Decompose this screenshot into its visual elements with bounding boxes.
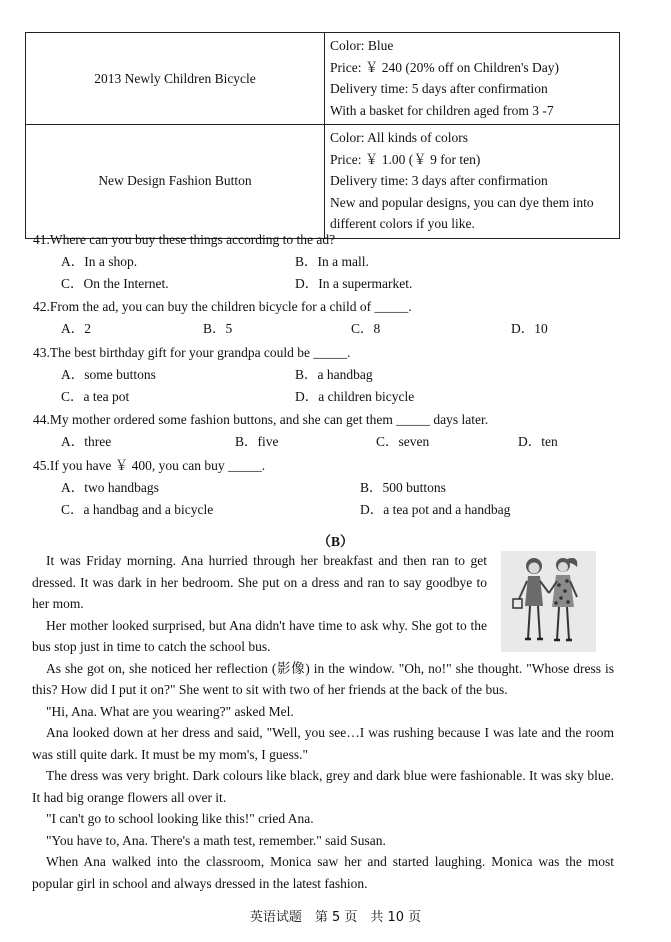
question-text: 42.From the ad, you can buy the children bicycle for a child of _____. bbox=[33, 299, 412, 314]
option-c: C．On the Internet. bbox=[61, 276, 169, 291]
detail-line: Color: Blue bbox=[330, 38, 394, 53]
option-d: D．ten bbox=[518, 434, 558, 449]
option-a: A．2 bbox=[61, 321, 91, 336]
paragraph: As she got on, she noticed her reflection (影像) in the window. "Oh, no!" she thought. "Whose dress is this? How did I put it on?" She went to sit with two of her friends at the back of the bus. bbox=[32, 660, 614, 697]
detail-line: Delivery time: 5 days after confirmation bbox=[330, 81, 548, 96]
paragraph: The dress was very bright. Dark colours like black, grey and dark blue were fashionable. It was sky blue. It had big orange flowers all over it. bbox=[32, 768, 614, 805]
paragraph: "You have to, Ana. There's a math test, remember." said Susan. bbox=[46, 832, 386, 848]
options-row bbox=[33, 273, 633, 295]
options-row bbox=[33, 364, 633, 386]
option-d: D．In a supermarket. bbox=[295, 276, 413, 291]
product-details bbox=[325, 33, 620, 125]
options-row bbox=[33, 318, 633, 340]
question-41 bbox=[33, 229, 633, 295]
option-d: D．10 bbox=[511, 321, 548, 336]
option-b: B．500 buttons bbox=[360, 480, 446, 495]
question-text: 43.The best birthday gift for your grandpa could be _____. bbox=[33, 345, 351, 360]
option-c: C．seven bbox=[376, 434, 430, 449]
question-43 bbox=[33, 342, 633, 408]
options-row bbox=[33, 386, 633, 408]
two-girls-illustration bbox=[501, 551, 596, 652]
ad-row-bicycle bbox=[26, 33, 620, 125]
options-row bbox=[33, 477, 633, 499]
option-a: A．some buttons bbox=[61, 367, 156, 382]
detail-line: Price: ￥ 1.00 (￥ 9 for ten) bbox=[330, 151, 481, 167]
option-b: B．a handbag bbox=[295, 367, 373, 382]
options-row bbox=[33, 251, 633, 273]
paragraph: Her mother looked surprised, but Ana didn't have time to ask why. She got to the bus stop just in time to catch the school bus. bbox=[32, 617, 487, 654]
product-name: New Design Fashion Button bbox=[26, 125, 325, 239]
ad-row-button bbox=[26, 125, 620, 239]
section-heading: （B） bbox=[317, 534, 354, 549]
options-row bbox=[33, 431, 633, 453]
option-a: A．three bbox=[61, 434, 112, 449]
option-b: B．five bbox=[235, 434, 279, 449]
options-row bbox=[33, 499, 633, 521]
page-footer: 英语试题 第 5 页 共 10 页 bbox=[249, 910, 422, 925]
option-c: C．a tea pot bbox=[61, 389, 130, 404]
detail-line: Color: All kinds of colors bbox=[330, 130, 468, 145]
paragraph: "I can't go to school looking like this!" cried Ana. bbox=[46, 811, 314, 826]
option-b: B．In a mall. bbox=[295, 254, 369, 269]
question-text: 45.If you have ￥ 400, you can buy _____. bbox=[33, 458, 266, 473]
option-b: B．5 bbox=[203, 321, 233, 336]
question-text: 41.Where can you buy these things according to the ad? bbox=[33, 232, 336, 247]
option-c: C．8 bbox=[351, 321, 381, 336]
question-text: 44.My mother ordered some fashion buttons, and she can get them _____ days later. bbox=[33, 412, 489, 427]
paragraph: Ana looked down at her dress and said, "Well, you see…I was rushing because I was late and the room was still quite dark. It must be my mom's, I guess." bbox=[32, 725, 614, 762]
detail-line: Delivery time: 3 days after confirmation bbox=[330, 173, 548, 188]
paragraph: When Ana walked into the classroom, Monica saw her and started laughing. Monica was the most popular girl in school and always dressed in the latest fashion. bbox=[32, 854, 614, 891]
product-details bbox=[325, 125, 620, 239]
option-d: D．a tea pot and a handbag bbox=[360, 502, 511, 517]
question-45 bbox=[33, 455, 633, 521]
detail-line: Price: ￥ 240 (20% off on Children's Day) bbox=[330, 59, 560, 75]
option-c: C．a handbag and a bicycle bbox=[61, 502, 214, 517]
detail-line: With a basket for children aged from 3 -7 bbox=[330, 102, 554, 118]
product-name: 2013 Newly Children Bicycle bbox=[26, 33, 325, 125]
question-42 bbox=[33, 296, 633, 340]
detail-line: New and popular designs, you can dye them into different colors if you like. bbox=[330, 194, 594, 231]
option-a: A．In a shop. bbox=[61, 254, 138, 269]
paragraph: It was Friday morning. Ana hurried through her breakfast and then ran to get dressed. It was dark in her bedroom. She put on a dress and ran to say goodbye to her mom. bbox=[32, 553, 487, 611]
paragraph: "Hi, Ana. What are you wearing?" asked Mel. bbox=[46, 703, 294, 719]
advertisement-table bbox=[25, 32, 620, 239]
question-44 bbox=[33, 409, 633, 453]
option-d: D．a children bicycle bbox=[295, 389, 415, 404]
option-a: A．two handbags bbox=[61, 480, 159, 495]
